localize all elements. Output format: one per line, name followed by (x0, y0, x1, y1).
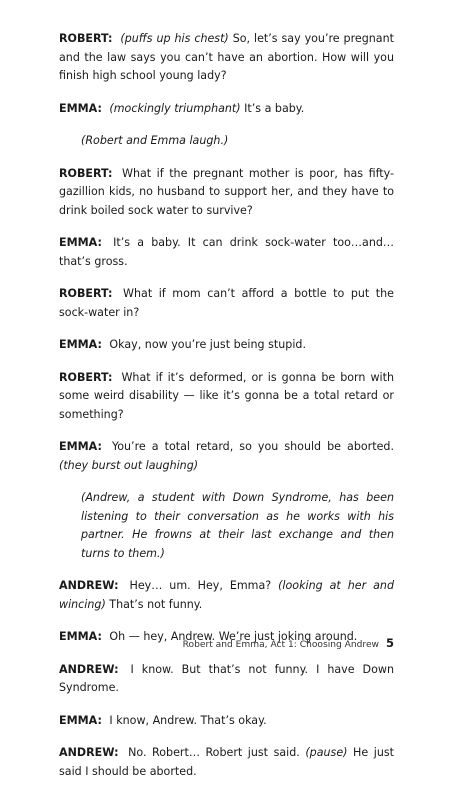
speaker-name: EMMA: (59, 630, 102, 643)
dialogue-line (59, 30, 394, 86)
dialogue-text: It’s a baby. It can drink sock-water too…and…that’s gross. (59, 236, 394, 268)
speaker-name: EMMA: (59, 236, 102, 249)
dialogue-text: No. Robert… Robert just said. (128, 746, 306, 759)
dialogue-text: Hey… um. Hey, Emma? (129, 579, 279, 592)
speaker-name: ROBERT: (59, 370, 113, 384)
page-footer (59, 636, 394, 650)
dialogue-line (59, 744, 394, 781)
dialogue-line (59, 234, 394, 271)
speaker-name: EMMA: (59, 713, 102, 727)
speaker-name: ANDREW: (59, 662, 119, 676)
page-number: 5 (385, 636, 394, 650)
speaker-name: ROBERT: (59, 287, 113, 300)
dialogue-text: He just said I should be aborted. (59, 746, 394, 778)
dialogue-text: That’s not funny. (105, 597, 203, 611)
dialogue-line (59, 661, 394, 698)
dialogue-text: What if it’s deformed, or is gonna be born with some weird disability — like it’s gonna be a total retard or something? (59, 370, 394, 421)
speaker-name: ROBERT: (59, 166, 113, 180)
speaker-name: ANDREW: (59, 579, 119, 592)
dialogue-line (59, 712, 394, 731)
dialogue-text: Okay, now you’re just being stupid. (109, 338, 306, 351)
stage-direction: (Andrew, a student with Down Syndrome, has been listening to their conversation as he works with his partner. He frowns at their last exchange and then turns to them.) (81, 491, 394, 560)
speaker-name: EMMA: (59, 101, 102, 115)
parenthetical: (mockingly triumphant) (109, 101, 241, 115)
dialogue-text: Oh — hey, Andrew. We’re just joking around. (109, 630, 358, 643)
dialogue-text: I know. But that’s not funny. I have Down Syndrome. (59, 662, 394, 694)
parenthetical: (they burst out laughing) (59, 458, 199, 472)
script-page (59, 30, 394, 795)
dialogue-line (59, 577, 394, 614)
dialogue-line (59, 438, 394, 475)
dialogue-line (59, 369, 394, 425)
dialogue-text: I know, Andrew. That’s okay. (109, 713, 267, 727)
parenthetical: (puffs up his chest) (120, 32, 229, 45)
dialogue-line (59, 285, 394, 322)
dialogue-text: So, let’s say you’re pregnant and the law says you can’t have an abortion. How will you finish high school young lady? (59, 32, 394, 82)
parenthetical: (looking at her and wincing) (59, 579, 394, 611)
dialogue-line (59, 100, 394, 119)
dialogue-text: It’s a baby. (240, 101, 305, 115)
stage-direction: (Robert and Emma laugh.) (81, 134, 229, 147)
running-title: Robert and Emma, Act 1: Choosing Andrew (182, 640, 379, 650)
speaker-name: ANDREW: (59, 746, 119, 759)
dialogue-text: What if mom can’t afford a bottle to put the sock-water in? (59, 287, 394, 319)
dialogue-text: What if the pregnant mother is poor, has fifty-gazillion kids, no husband to support her, and they have to drink boiled sock water to survive? (59, 166, 395, 217)
dialogue-text: You’re a total retard, so you should be aborted. (111, 440, 394, 453)
dialogue-line (59, 165, 394, 221)
speaker-name: EMMA: (59, 338, 102, 351)
dialogue-line (59, 336, 394, 355)
parenthetical: (pause) (305, 746, 348, 759)
speaker-name: EMMA: (59, 440, 102, 453)
speaker-name: ROBERT: (59, 32, 113, 45)
